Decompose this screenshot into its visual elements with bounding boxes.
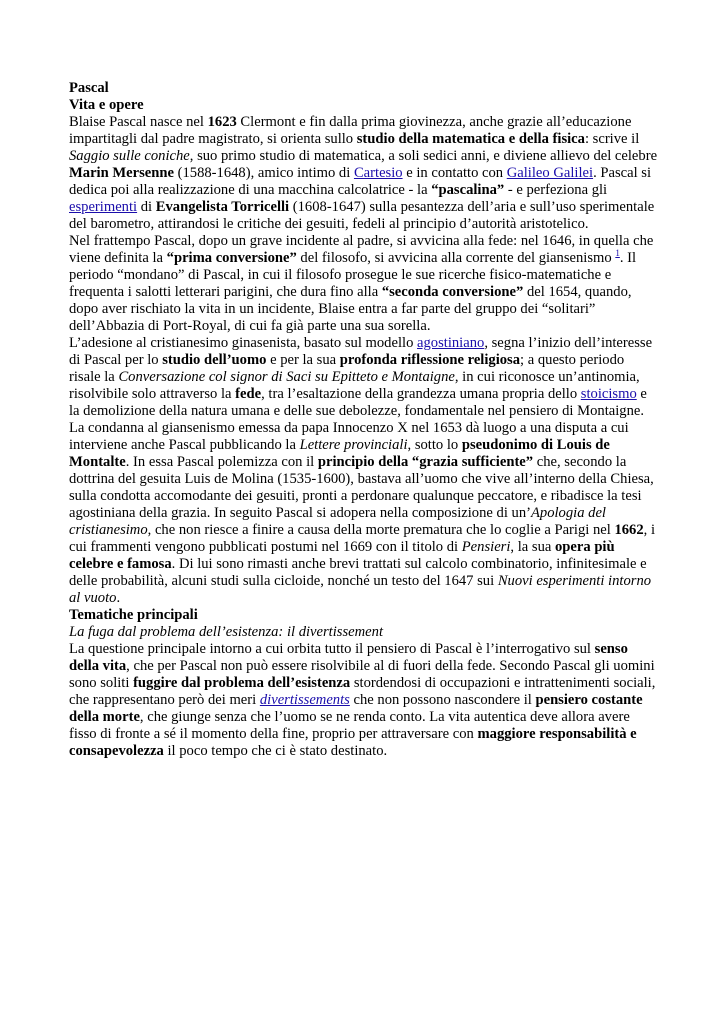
text-run: . [116, 590, 121, 606]
bold-text: pseudonimo di Louis de Montalte [69, 437, 610, 470]
italic-text: Nuovi esperimenti intorno al vuoto [69, 573, 652, 606]
text-run: , segna l’inizio dell’interesse di Pascal per lo [69, 335, 653, 368]
document-page [69, 80, 659, 760]
bold-text: senso della vita [69, 641, 628, 674]
text-run: . Il periodo “mondano” di Pascal, in cui il filosofo prosegue le sue ricerche fisico-matematiche e frequenta i salotti letterari parigini, che dura fino alla [69, 250, 637, 300]
text-run: Nel frattempo Pascal, dopo un grave incidente al padre, si avvicina alla fede: nel 1646, in quella che viene definita la [69, 233, 654, 266]
italic-text: Saggio sulle coniche [69, 148, 190, 164]
paragraph-divertissement [69, 641, 659, 760]
text-run: , che non riesce a finire a causa della morte prematura che lo coglie a Parigi nel [147, 522, 615, 538]
link-esperimenti[interactable]: esperimenti [69, 199, 138, 215]
text-run: che non possono nascondere il [349, 692, 536, 708]
text-run: , suo primo studio di matematica, a soli sedici anni, e diviene allievo del celebre [189, 148, 658, 164]
section-heading-vita: Vita e opere [69, 97, 144, 113]
bold-text: “prima conversione” [166, 250, 297, 266]
text-run: : scrive il [584, 131, 640, 147]
section-heading-tematiche: Tematiche principali [69, 607, 198, 623]
italic-text: Lettere provinciali [299, 437, 408, 453]
bold-text: maggiore responsabilità e consapevolezza [69, 726, 637, 759]
text-run: (1608-1647) sulla pesantezza dell’aria e sull’uso sperimentale del barometro, attirandosi le critiche dei gesuiti, fedeli al principio d’autorità aristotelico. [69, 199, 655, 232]
text-run: L’adesione al cristianesimo ginasenista, basato sul modello [69, 335, 418, 351]
link-agostiniano[interactable]: agostiniano [417, 335, 485, 351]
bold-text: Evangelista Torricelli [155, 199, 290, 215]
link-cartesio[interactable]: Cartesio [353, 165, 403, 181]
text-run: (1588-1648), amico intimo di [173, 165, 354, 181]
text-run: - e perfeziona gli [504, 182, 608, 198]
text-run: , che giunge senza che l’uomo se ne renda conto. La vita autentica deve allora avere fisso di fronte a sé il momento della fine, proprio per attraversare con [69, 709, 630, 742]
bold-text: opera più celebre e famosa [69, 539, 615, 572]
bold-text: fuggire dal problema dell’esistenza [133, 675, 351, 691]
text-run: Clermont e fin dalla prima giovinezza, anche grazie all’educazione impartitagli dal padre magistrato, si orienta sullo [69, 114, 632, 147]
paragraph-jansenism [69, 335, 659, 607]
text-run: e la demolizione della natura umana e delle sue debolezze, fondamentale nel pensiero di Montaigne. La condanna al giansenismo emessa da papa Innocenzo X nel 1653 dà luogo a una disputa a cui interviene anche Pascal pubblicando la [69, 386, 647, 453]
bold-text: “seconda conversione” [381, 284, 524, 300]
link-galileo-galilei[interactable]: Galileo Galilei [506, 165, 594, 181]
italic-text: Pensieri [461, 539, 511, 555]
bold-text: profonda riflessione religiosa [339, 352, 521, 368]
text-run: di [137, 199, 156, 215]
text-run: La questione principale intorno a cui orbita tutto il pensiero di Pascal è l’interrogativo sul [69, 641, 595, 657]
text-run: . In essa Pascal polemizza con il [125, 454, 318, 470]
text-run: , sotto lo [407, 437, 462, 453]
bold-text: fede [235, 386, 262, 402]
text-run: del 1654, quando, dopo aver rischiato la vita in un incidente, Blaise entra a far parte del gruppo dei “solitari” dell’Abbazia di Port-Royal, di cui fa già parte una sua sorella. [69, 284, 632, 334]
bold-text: studio della matematica e della fisica [356, 131, 585, 147]
italic-text: Conversazione col signor di Saci su Epitteto e Montaigne [118, 369, 455, 385]
italic-text: Apologia del cristianesimo [69, 505, 606, 538]
bold-text: “pascalina” [431, 182, 505, 198]
text-run: , tra l’esaltazione della grandezza umana propria dello [261, 386, 581, 402]
bold-text: 1623 [207, 114, 237, 130]
bold-text: pensiero costante della morte [69, 692, 643, 725]
paragraph-biography [69, 114, 659, 233]
bold-text: Marin Mersenne [69, 165, 174, 181]
text-run: e in contatto con [402, 165, 507, 181]
text-run: . Pascal si dedica poi alla realizzazione di una macchina calcolatrice - la [69, 165, 652, 198]
text-run: stordendosi di occupazioni e intrattenimenti sociali, che rappresentano però dei meri [69, 675, 656, 708]
link-stoicismo[interactable]: stoicismo [580, 386, 637, 402]
footnote-link-1[interactable]: 1 [615, 248, 620, 258]
text-run: ; a questo periodo risale la [69, 352, 625, 385]
document-title: Pascal [69, 80, 109, 96]
text-run: . Di lui sono rimasti anche brevi trattati sul calcolo combinatorio, infinitesimale e delle probabilità, alcuni studi sulla cicloide, nonché un testo del 1647 sui [69, 556, 647, 589]
text-run: , che per Pascal non può essere risolvibile al di fuori della fede. Secondo Pascal gli uomini sono soliti [69, 658, 655, 691]
bold-text: principio della “grazia sufficiente” [317, 454, 534, 470]
subsection-heading: La fuga dal problema dell’esistenza: il divertissement [69, 624, 384, 640]
text-run: del filosofo, si avvicina alla corrente del giansenismo [296, 250, 616, 266]
text-run: Blaise Pascal nasce nel [69, 114, 208, 130]
text-run: , i cui frammenti vengono pubblicati postumi nel 1669 con il titolo di [69, 522, 655, 555]
text-run: che, secondo la dottrina del gesuita Luis de Molina (1535-1600), bastava all’uomo che vive all’interno della Chiesa, sulla condotta accomodante dei gesuiti, pronti a perdonare qualunque peccatore, e ribadisce la tesi agostiniana della grazia. In seguito Pascal si adopera nella composizione di un’ [69, 454, 654, 521]
text-run: , in cui riconosce un’antinomia, risolvibile solo attraverso la [69, 369, 640, 402]
text-run: , la sua [510, 539, 555, 555]
bold-text: 1662 [614, 522, 644, 538]
bold-text: studio dell’uomo [162, 352, 267, 368]
link-divertissements[interactable]: divertissements [259, 692, 350, 708]
paragraph-conversion [69, 233, 659, 335]
text-run: e per la sua [266, 352, 340, 368]
text-run: il poco tempo che ci è stato destinato. [163, 743, 388, 759]
